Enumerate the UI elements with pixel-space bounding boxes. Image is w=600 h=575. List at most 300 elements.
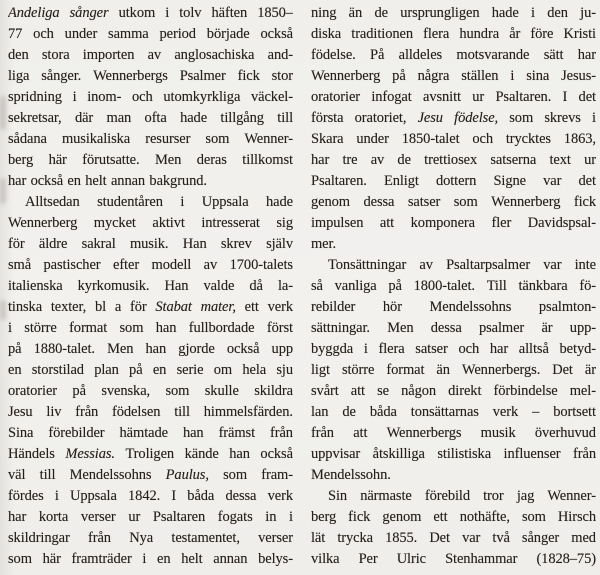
text-line	[311, 404, 596, 425]
text-line	[311, 467, 596, 488]
word: Han	[182, 236, 207, 252]
word: sekretsar,	[8, 110, 62, 126]
word: dottern	[435, 173, 477, 189]
word: dessa	[363, 194, 395, 210]
word: någon	[401, 383, 437, 399]
word: dessa	[225, 488, 257, 504]
word: (1828–75)	[536, 551, 596, 567]
text-line	[8, 341, 293, 362]
word: inte	[574, 257, 596, 273]
word: Psaltarpsalmer	[446, 257, 531, 273]
word: bortsett	[553, 404, 596, 420]
word: också	[30, 173, 64, 189]
word: bl	[94, 299, 107, 315]
word: genom	[382, 509, 422, 525]
text-line	[8, 488, 293, 509]
italic-word: Paulus,	[165, 467, 209, 483]
word: Mendelssohns	[69, 467, 152, 483]
word: att	[350, 383, 365, 399]
word: Jesus-	[561, 68, 596, 84]
word: satserna	[490, 152, 537, 168]
word: vilka	[311, 551, 340, 567]
word: Signe	[493, 173, 526, 189]
word: Kristi	[563, 26, 596, 42]
text-line	[311, 446, 596, 467]
text-line	[8, 383, 293, 404]
word: Wennerbergs	[386, 425, 462, 441]
word: skrev	[220, 236, 252, 252]
scan-smudge	[0, 300, 6, 320]
word: Per	[358, 551, 378, 567]
word: det	[578, 173, 596, 189]
text-line	[8, 194, 293, 215]
word: annan	[110, 173, 146, 189]
word: Skara	[311, 131, 344, 147]
word: i	[142, 551, 147, 567]
word: än	[436, 362, 450, 378]
word: tinska	[8, 299, 43, 315]
italic-word: Andeliga	[8, 5, 60, 21]
word: sådana	[8, 131, 47, 147]
word: Uppsala	[201, 194, 249, 210]
text-line	[8, 299, 293, 320]
word: helt	[181, 551, 203, 567]
word: på	[8, 341, 22, 357]
word: diska	[311, 26, 342, 42]
word: i	[510, 68, 515, 84]
word: Davidspsal-	[527, 215, 596, 231]
word: hade	[180, 110, 208, 126]
word: Wennerberg	[311, 68, 381, 84]
word: Alltsedan	[25, 194, 80, 210]
text-line	[8, 68, 293, 89]
word: fogats	[217, 509, 253, 525]
word: åtskilliga	[372, 446, 425, 462]
word: Mendelssohn.	[311, 467, 391, 483]
word: hela	[242, 362, 267, 378]
word: från	[311, 425, 334, 441]
word: influenser	[503, 446, 561, 462]
word: av	[147, 47, 162, 63]
word: Wennerberg	[491, 194, 561, 210]
word: 1850-talet	[401, 131, 460, 147]
text-line	[311, 509, 596, 530]
word: under	[356, 131, 389, 147]
word: la-	[277, 278, 293, 294]
word: på	[72, 383, 86, 399]
word: fick	[573, 194, 596, 210]
word: motsvarande	[456, 47, 530, 63]
text-line	[8, 509, 293, 530]
word: är	[584, 362, 596, 378]
word: han	[155, 320, 177, 336]
text-line	[8, 362, 293, 383]
word: serie	[176, 362, 204, 378]
word: båda	[369, 404, 397, 420]
text-line	[311, 47, 596, 68]
word: den	[8, 47, 29, 63]
word: byggda	[311, 341, 354, 357]
text-line	[8, 467, 293, 488]
word: kyrkomusik.	[77, 278, 150, 294]
word: hundra	[459, 26, 500, 42]
word: helt	[85, 173, 107, 189]
word: Det	[429, 530, 450, 546]
word: fick	[348, 509, 371, 525]
italic-word: Messias.	[65, 446, 115, 462]
italic-word: Stabat	[155, 299, 192, 315]
word: stor	[271, 68, 293, 84]
word: deras	[196, 152, 227, 168]
word: verk	[492, 404, 519, 420]
word: fick	[237, 68, 260, 84]
word: 1880-talet.	[33, 341, 95, 357]
word: födelsen	[112, 404, 161, 420]
text-line	[311, 110, 596, 131]
text-line	[311, 173, 596, 194]
word: Uppsala	[69, 488, 117, 504]
word: period	[159, 26, 196, 42]
word: som	[509, 110, 534, 126]
word: och	[132, 89, 153, 105]
word: i	[8, 320, 12, 336]
word: närmaste	[360, 488, 412, 504]
word: belys-	[258, 551, 293, 567]
word: började	[206, 26, 250, 42]
text-line	[8, 404, 293, 425]
word: psalmton-	[538, 299, 596, 315]
text-line	[8, 5, 293, 26]
text-line	[311, 341, 596, 362]
word: från	[88, 530, 111, 546]
word: en	[152, 362, 167, 378]
text-line	[311, 278, 596, 299]
word: genom	[311, 194, 350, 210]
word: födelse.	[311, 47, 356, 63]
text-line	[311, 131, 596, 152]
word: ur	[472, 89, 485, 105]
word: Wenner-	[547, 488, 596, 504]
word: i	[592, 110, 596, 126]
word: tror	[483, 488, 504, 504]
word: för	[8, 236, 25, 252]
word: har	[311, 152, 330, 168]
word: intresserat	[201, 215, 260, 231]
text-line	[8, 551, 293, 572]
word: uppvisar	[311, 446, 361, 462]
italic-word: födelse,	[454, 110, 499, 126]
text-line	[311, 320, 596, 341]
word: av	[419, 257, 433, 273]
text-line	[8, 173, 293, 194]
word: de	[397, 152, 411, 168]
word: från	[75, 404, 99, 420]
word: ur	[128, 509, 141, 525]
word: att	[379, 215, 395, 231]
italic-word: mater,	[200, 299, 236, 315]
word: Wennerberg	[8, 215, 78, 231]
word: fullbordade	[188, 320, 255, 336]
word: liv	[46, 404, 62, 420]
word: musikaliska	[61, 131, 131, 147]
word: från	[270, 425, 293, 441]
word: förebilder	[48, 425, 105, 441]
word: spridning	[8, 89, 62, 105]
word: trettiosex	[424, 152, 478, 168]
word: 1800-talet.	[413, 278, 475, 294]
word: sig	[276, 215, 293, 231]
word: testamentet,	[171, 530, 240, 546]
word: and-	[267, 47, 293, 63]
word: små	[8, 257, 32, 273]
word: fördes	[8, 488, 44, 504]
word: format	[69, 320, 108, 336]
text-line	[311, 5, 596, 26]
scan-smudge	[0, 96, 6, 130]
word: lät	[311, 530, 326, 546]
word: skildra	[254, 383, 293, 399]
word: Sin	[328, 488, 348, 504]
word: främst	[218, 425, 256, 441]
word: de	[342, 404, 356, 420]
word: fö-	[579, 278, 596, 294]
word: i	[180, 194, 185, 210]
word: första	[311, 110, 344, 126]
word: upp-	[569, 320, 596, 336]
word: en	[157, 551, 171, 567]
word: tillgång	[220, 110, 264, 126]
word: kände	[184, 446, 219, 462]
word: Mendelssohns	[429, 299, 512, 315]
word: texter,	[50, 299, 87, 315]
word: tre	[342, 152, 358, 168]
word: utomkyrkliga	[163, 89, 241, 105]
word: ursprungligen	[400, 5, 480, 21]
word: tolv	[179, 5, 202, 21]
word: valde	[203, 278, 235, 294]
word: inom-	[87, 89, 122, 105]
word: förebild	[424, 488, 470, 504]
word: tillkomst	[242, 152, 293, 168]
word: samma	[108, 26, 149, 42]
word: i	[72, 89, 77, 105]
word: mel-	[569, 383, 596, 399]
word: Psaltaren.	[495, 89, 552, 105]
word: a	[114, 299, 122, 315]
word: också	[260, 26, 293, 42]
word: på	[388, 278, 402, 294]
word: större	[24, 320, 57, 336]
text-column-right	[311, 5, 596, 575]
word: till	[277, 110, 293, 126]
word: framträder	[71, 551, 132, 567]
word: då	[249, 278, 263, 294]
text-line	[8, 26, 293, 47]
word: Wenner-	[244, 131, 293, 147]
word: i	[363, 341, 368, 357]
word: om	[213, 362, 233, 378]
word: ett	[433, 509, 448, 525]
word: till	[39, 467, 56, 483]
text-line	[311, 26, 596, 47]
word: också	[260, 446, 293, 462]
word: komponera	[410, 215, 475, 231]
word: som	[521, 509, 546, 525]
word: och	[472, 131, 493, 147]
word: musik.	[129, 236, 169, 252]
word: hade	[491, 5, 519, 21]
word: i	[165, 5, 170, 21]
word: själv	[266, 236, 293, 252]
word: mer.	[311, 236, 336, 252]
text-line	[8, 110, 293, 131]
word: nothäfte,	[459, 509, 510, 525]
word: Tonsättningar	[328, 257, 407, 273]
word: vanliga	[334, 278, 377, 294]
word: var	[462, 530, 481, 546]
word: svenska,	[101, 383, 151, 399]
word: ett	[244, 299, 259, 315]
word: sina	[526, 68, 550, 84]
word: sätt	[543, 47, 564, 63]
word: anglosachiska	[174, 47, 255, 63]
word: och	[33, 26, 54, 42]
word: ur	[584, 152, 596, 168]
word: plan	[94, 362, 119, 378]
word: i	[289, 509, 293, 525]
word: har	[8, 173, 27, 189]
word: en	[67, 173, 81, 189]
word: korta	[38, 509, 69, 525]
word: i	[531, 5, 535, 21]
word: Men	[107, 341, 134, 357]
word: man	[106, 110, 132, 126]
word: in	[265, 509, 277, 525]
word: Psalmer	[179, 68, 226, 84]
word: 1850–	[257, 5, 293, 21]
word: sju	[276, 362, 293, 378]
word: än	[348, 5, 363, 21]
italic-word: sånger	[69, 5, 109, 21]
word: jag	[516, 488, 535, 504]
word: ställen	[461, 68, 499, 84]
word: 1842.	[128, 488, 161, 504]
word: satser	[415, 341, 448, 357]
word: de	[374, 5, 388, 21]
word: Troligen	[125, 446, 175, 462]
word: Men	[387, 320, 414, 336]
word: i	[54, 488, 59, 504]
word: tänkbara	[518, 278, 568, 294]
word: trycktes	[505, 131, 551, 147]
word: berg	[311, 509, 337, 525]
word: efter	[112, 257, 140, 273]
word: skrevs	[544, 110, 581, 126]
word: fler	[491, 215, 512, 231]
word: var	[543, 173, 562, 189]
word: Men	[154, 152, 182, 168]
word: direkt	[448, 383, 482, 399]
word: hör	[382, 299, 402, 315]
text-line	[311, 299, 596, 320]
text-line	[311, 215, 596, 236]
text-line	[8, 257, 293, 278]
word: båda	[187, 488, 215, 504]
word: och	[458, 341, 480, 357]
word: Wennerbergs.	[461, 362, 541, 378]
word: Enligt	[383, 173, 419, 189]
word: Jesu	[8, 404, 33, 420]
word: som	[165, 383, 190, 399]
word: Han	[164, 278, 189, 294]
word: för	[129, 299, 147, 315]
word: storstilad	[31, 362, 84, 378]
word: verk	[267, 488, 293, 504]
text-line	[8, 215, 293, 236]
text-line	[311, 194, 596, 215]
word: annan	[213, 551, 248, 567]
word: pastischer	[43, 257, 101, 273]
word: lan	[311, 404, 329, 420]
word: är	[541, 320, 553, 336]
word: sakral	[81, 236, 116, 252]
word: Stenhammar	[445, 551, 518, 567]
word: en	[8, 362, 22, 378]
word: Nya	[129, 530, 154, 546]
word: från	[573, 446, 596, 462]
word: 1855.	[385, 530, 418, 546]
word: tonsättarnas	[410, 404, 479, 420]
word: Ulric	[396, 551, 426, 567]
text-line	[8, 320, 293, 341]
word: sånger	[521, 530, 560, 546]
word: han	[145, 341, 167, 357]
word: två	[492, 530, 510, 546]
word: av	[203, 257, 218, 273]
word: psalmer	[478, 320, 525, 336]
word: som	[8, 551, 32, 567]
word: oratorier	[8, 383, 58, 399]
word: mycket	[93, 215, 136, 231]
text-line	[311, 530, 596, 551]
text-line	[8, 131, 293, 152]
text-line	[311, 362, 596, 383]
word: 1700-talets	[229, 257, 293, 273]
word: som	[119, 320, 144, 336]
text-line	[8, 236, 293, 257]
text-line	[8, 446, 293, 467]
word: som	[205, 131, 230, 147]
word: som	[453, 194, 478, 210]
word: se	[377, 383, 389, 399]
word: –	[532, 404, 540, 420]
word: himmelsfärden.	[203, 404, 293, 420]
word: före	[530, 26, 554, 42]
word: italienska	[8, 278, 63, 294]
word: äldre	[38, 236, 68, 252]
word: Det	[552, 362, 573, 378]
word: format	[386, 362, 425, 378]
word: bakgrund.	[149, 173, 207, 189]
word: modell	[151, 257, 192, 273]
word: flera	[378, 341, 405, 357]
word: Wennerbergs	[93, 68, 168, 84]
word: importen	[82, 47, 135, 63]
word: har	[8, 509, 27, 525]
text-line	[311, 425, 596, 446]
word: det	[578, 89, 596, 105]
word: betyd-	[559, 341, 596, 357]
